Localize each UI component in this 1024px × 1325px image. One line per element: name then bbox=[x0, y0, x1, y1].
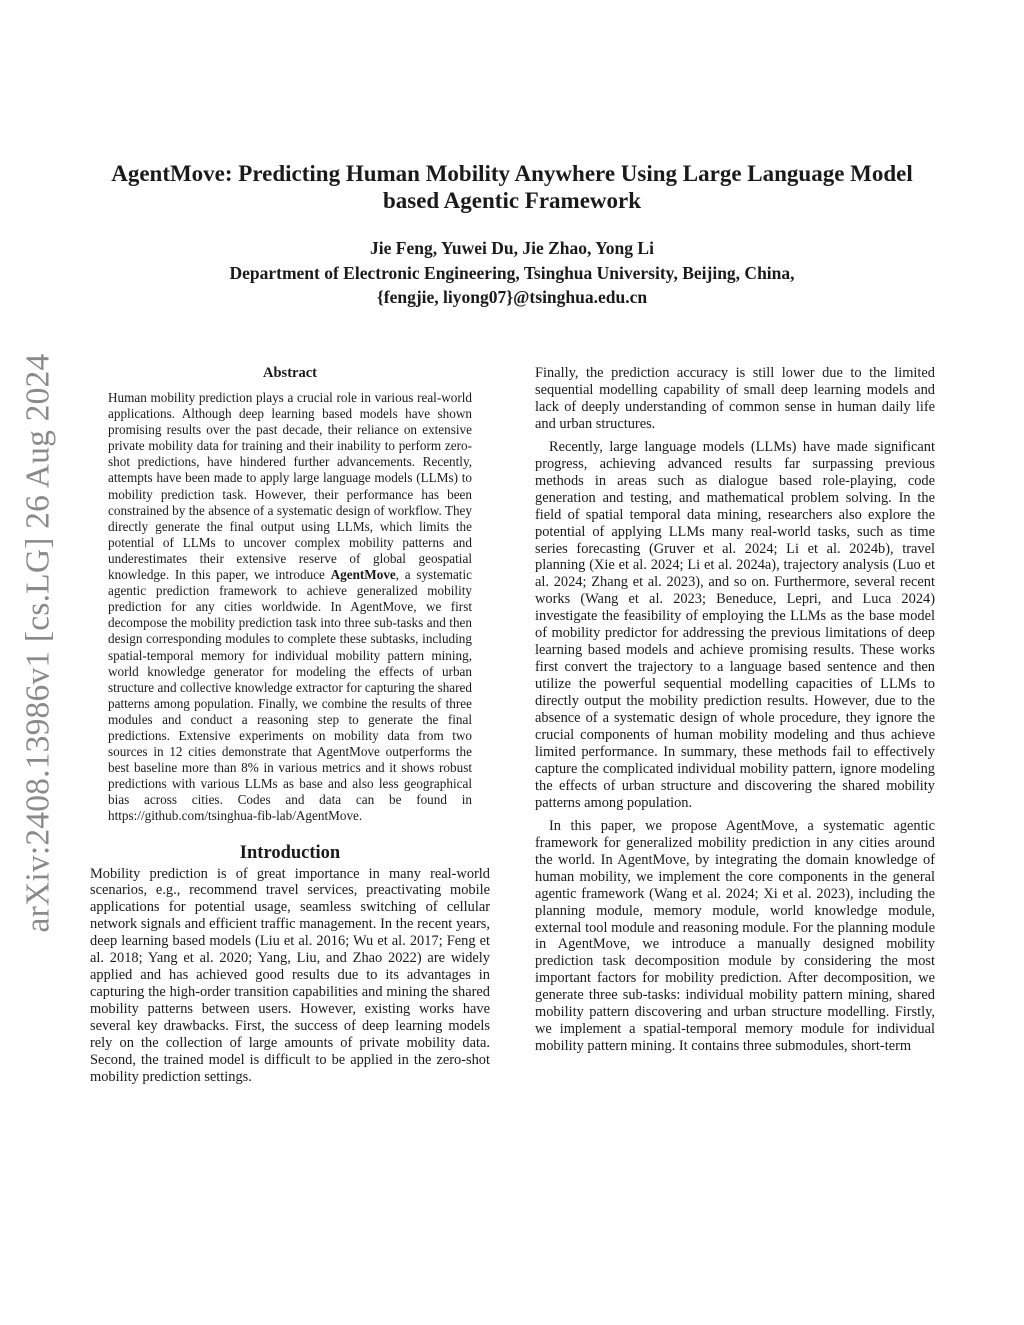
body-paragraph-agentmove: In this paper, we propose AgentMove, a systematic agentic framework for generalized mobility prediction in any cities around the world. In AgentMove, by integrating the domain knowledge of human mobility, we implement the core components in the general agentic framework (Wang et al. 2024; Xi et al. 2023), including the planning module, memory module, world knowledge module, external tool module and reasoning module. For the planning module in AgentMove, we introduce a manually designed mobility prediction task decomposition module by considering the most important factors for mobility prediction. After decomposition, we generate three sub-tasks: individual mobility pattern mining, shared mobility pattern discovering and urban structure modelling. Firstly, we implement a spatial-temporal memory module for individual mobility pattern mining. It contains three submodules, short-term bbox=[535, 817, 935, 1055]
right-column bbox=[535, 365, 935, 1055]
abstract-heading: Abstract bbox=[263, 365, 317, 381]
arxiv-identifier-text: arXiv:2408.13986v1 [cs.LG] 26 Aug 2024 bbox=[19, 353, 56, 932]
paper-title bbox=[60, 160, 964, 214]
abstract-method-name: AgentMove bbox=[330, 567, 396, 583]
affiliation: Department of Electronic Engineering, Tsinghua University, Beijing, China, bbox=[229, 262, 795, 283]
author-block bbox=[60, 236, 964, 310]
title-line-1: AgentMove: Predicting Human Mobility Anywhere Using Large Language Model bbox=[111, 161, 913, 186]
left-column bbox=[90, 365, 490, 1086]
abstract-text-part-2: , a systematic agentic prediction framework to achieve generalized mobility prediction for any cities worldwide. In AgentMove, we first decompose the mobility prediction task into three sub-tasks and then design corresponding modules to complete these subtasks, including spatial-temporal memory for individual mobility pattern mining, world knowledge generator for modeling the effects of urban structure and collective knowledge extractor for capturing the shared patterns among population. Finally, we combine the results of three modules and conduct a reasoning step to generate the final predictions. Extensive experiments on mobility data from two sources in 12 cities demonstrate that AgentMove outperforms the best baseline more than 8% in various metrics and it shows robust predictions with various LLMs as base and also less geographical bias across cities. Codes and data can be found in https://github.com/tsinghua-fib-lab/AgentMove. bbox=[108, 567, 472, 824]
abstract-section bbox=[108, 365, 472, 825]
abstract-paragraph bbox=[108, 390, 472, 825]
body-paragraph-continued: Finally, the prediction accuracy is still lower due to the limited sequential modelling capability of small deep learning models and lack of deeply understanding of common sense in human daily life and urban structures. bbox=[535, 365, 935, 432]
introduction-heading: Introduction bbox=[239, 842, 341, 863]
author-names: Jie Feng, Yuwei Du, Jie Zhao, Yong Li bbox=[370, 238, 654, 258]
body-paragraph-llm: Recently, large language models (LLMs) have made significant progress, achieving advanced results far surpassing previous methods in areas such as dialogue based role-playing, code generation and testing, and mathematical problem solving. In the field of spatial temporal data mining, researchers also explore the potential of applying LLMs many real-world tasks, such as time series forecasting (Gruver et al. 2024; Li et al. 2024b), travel planning (Xie et al. 2024; Li et al. 2024a), trajectory analysis (Luo et al. 2024; Zhang et al. 2023), and so on. Furthermore, several recent works (Wang et al. 2023; Beneduce, Lepri, and Luca 2024) investigate the feasibility of employing the LLMs as the base model of mobility predictor for addressing the previous limitations of deep learning based models and achieve promising results. These works first convert the trajectory to a language based sentence and then utilize the powerful sequential modelling capacities of LLMs to directly output the mobility prediction results. However, due to the absence of a systematic design of whole procedure, they ignore the crucial components of human mobility modeling and thus achieve limited performance. In summary, these methods fail to effectively capture the complicated individual mobility pattern, ignore modeling the effects of urban structure and discovering the shared mobility patterns among population. bbox=[535, 438, 935, 811]
arxiv-identifier-stamp bbox=[8, 350, 68, 935]
title-line-2: based Agentic Framework bbox=[382, 188, 642, 213]
abstract-text-part-1: Human mobility prediction plays a crucial role in various real-world applications. Although deep learning based models have shown promising results over the past decade, their reliance on extensive private mobility data for training and their inability to perform zero-shot predictions, have hindered further advancements. Recently, attempts have been made to apply large language models (LLMs) to mobility prediction task. However, their performance has been constrained by the absence of a systematic design of workflow. They directly generate the final output using LLMs, which limits the potential of LLMs to uncover complex mobility patterns and underestimates their extensive reserve of global geospatial knowledge. In this paper, we introduce bbox=[108, 390, 472, 583]
introduction-paragraph-1: Mobility prediction is of great importance in many real-world scenarios, e.g., recommend travel services, preactivating mobile applications for potential usage, seamless switching of cellular network signals and efficient traffic management. In the recent years, deep learning based models (Liu et al. 2016; Wu et al. 2017; Feng et al. 2018; Yang et al. 2020; Yang, Liu, and Zhao 2022) are widely applied and has achieved good results due to its advantages in capturing the high-order transition capabilities and mining the shared mobility patterns between users. However, existing works have several key drawbacks. First, the success of deep learning models rely on the collection of large amounts of private mobility data. Second, the trained model is difficult to be applied in the zero-shot mobility prediction settings. bbox=[90, 865, 490, 1085]
author-emails: {fengjie, liyong07}@tsinghua.edu.cn bbox=[376, 287, 648, 307]
